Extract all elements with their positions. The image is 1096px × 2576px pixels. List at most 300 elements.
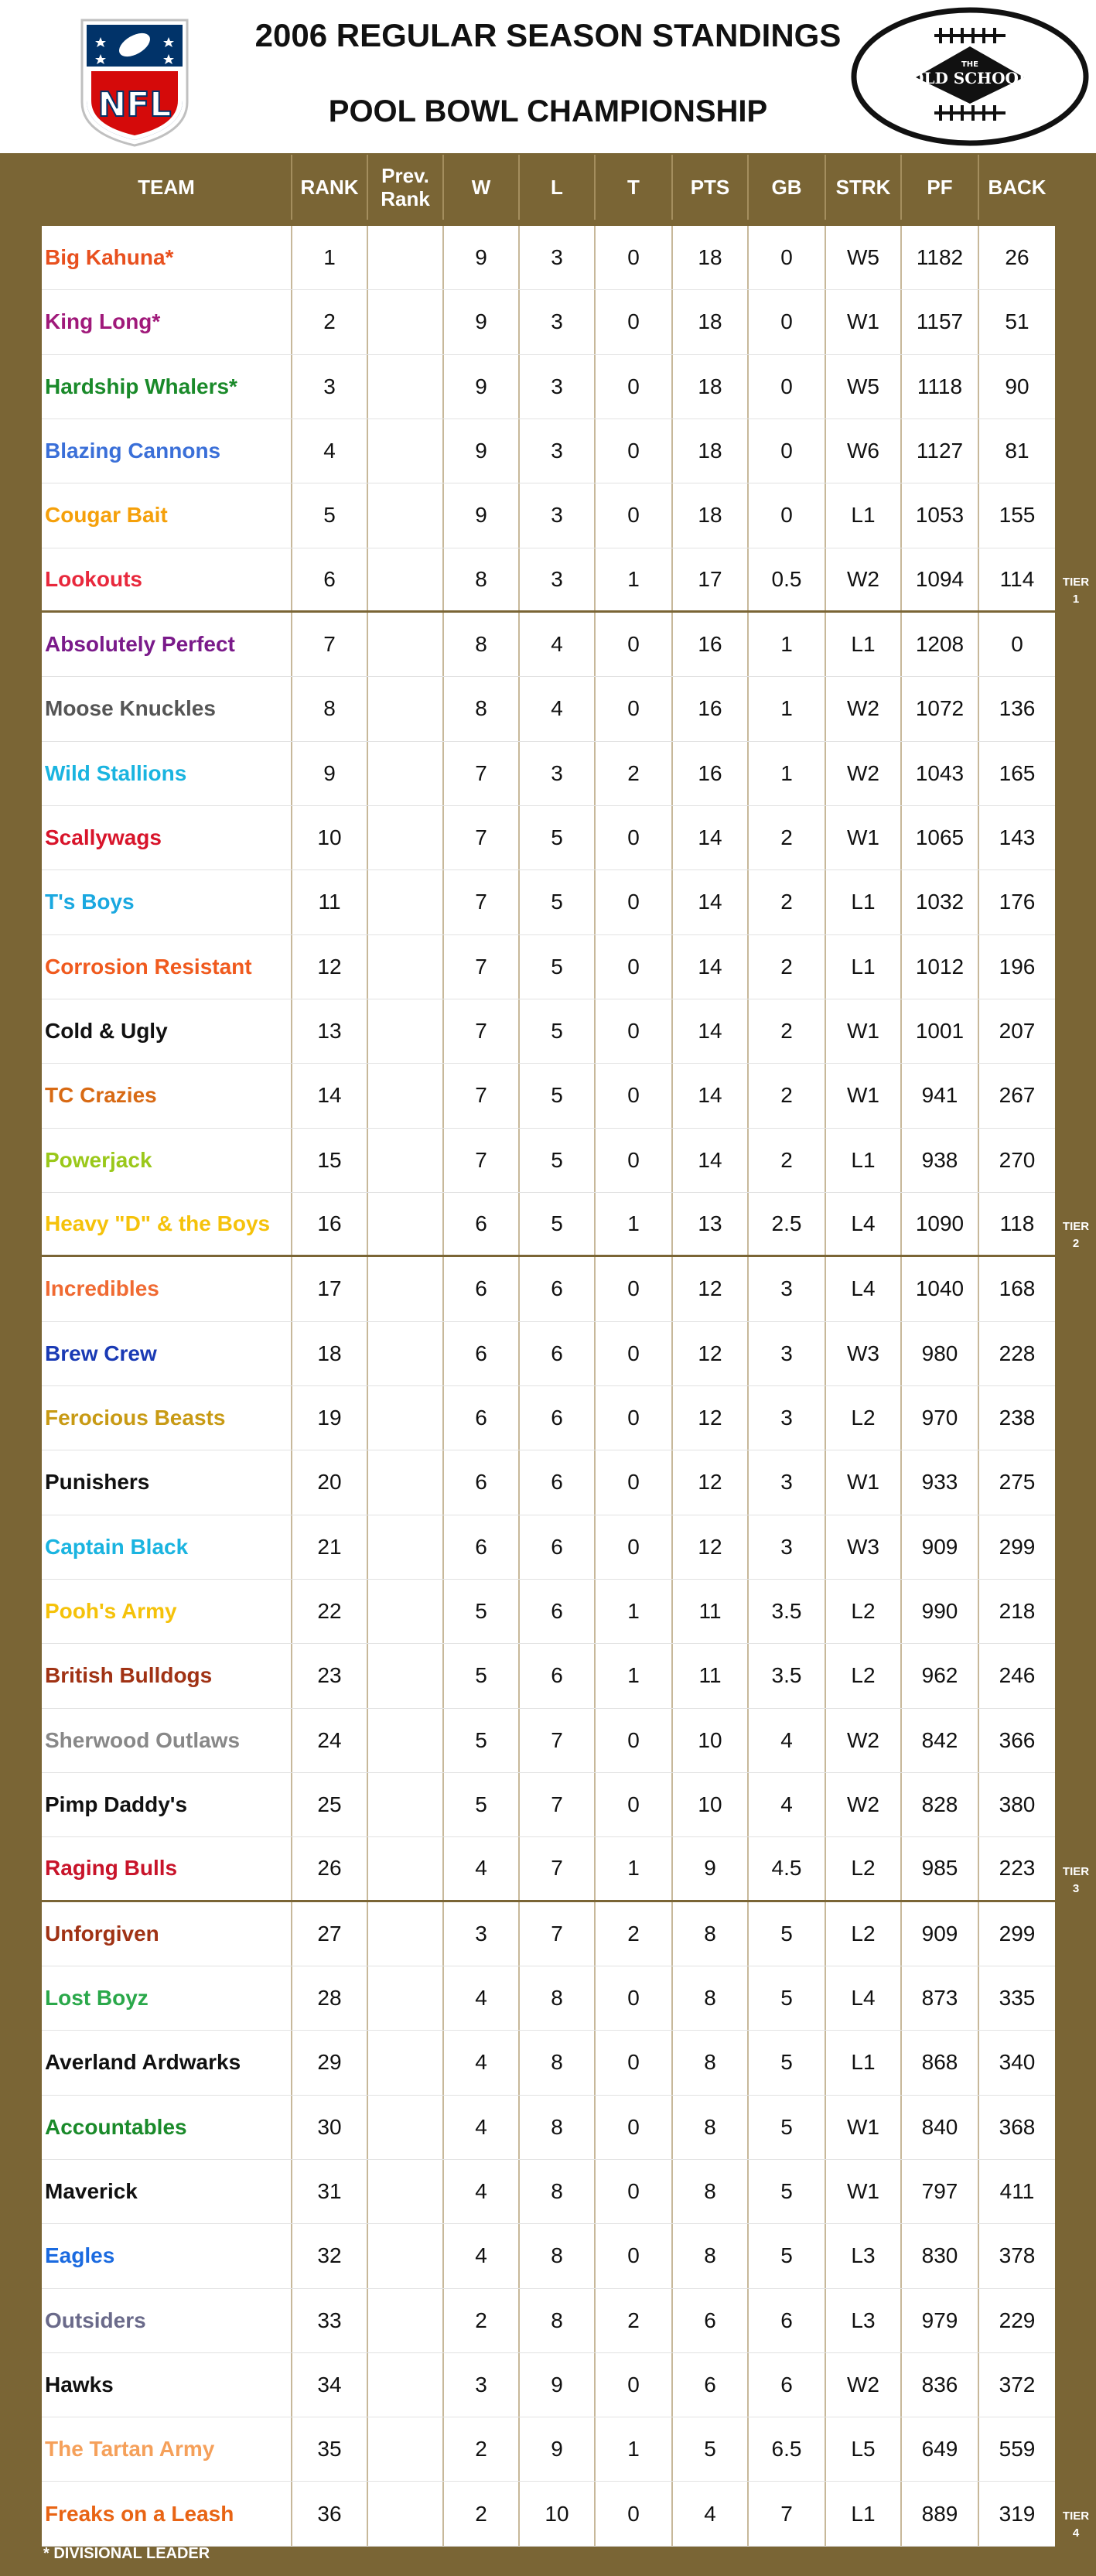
cell-wins: 9 xyxy=(442,290,518,354)
cell-rank: 23 xyxy=(291,1644,367,1707)
cell-points: 14 xyxy=(671,870,747,934)
cell-games-behind: 7 xyxy=(747,2482,825,2545)
cell-prev-rank xyxy=(367,2096,442,2159)
cell-games-behind: 3 xyxy=(747,1257,825,1320)
cell-points: 12 xyxy=(671,1386,747,1450)
standings-table xyxy=(42,226,1055,2547)
cell-wins: 6 xyxy=(442,1193,518,1255)
table-row xyxy=(42,1966,1055,2031)
cell-ties: 0 xyxy=(594,1386,671,1450)
cell-wins: 8 xyxy=(442,613,518,676)
cell-ties: 0 xyxy=(594,1257,671,1320)
cell-points-for: 873 xyxy=(900,1966,978,2030)
cell-games-behind: 0 xyxy=(747,226,825,289)
table-row xyxy=(42,1386,1055,1450)
cell-streak: W5 xyxy=(825,226,900,289)
cell-games-behind: 3.5 xyxy=(747,1580,825,1643)
cell-streak: W1 xyxy=(825,1064,900,1127)
cell-streak: W2 xyxy=(825,1773,900,1836)
cell-streak: L2 xyxy=(825,1644,900,1707)
table-row xyxy=(42,1450,1055,1515)
cell-games-behind: 0 xyxy=(747,290,825,354)
cell-ties: 0 xyxy=(594,1129,671,1192)
cell-points: 14 xyxy=(671,1064,747,1127)
cell-points-for: 979 xyxy=(900,2289,978,2352)
cell-prev-rank xyxy=(367,1193,442,1255)
cell-points-for: 980 xyxy=(900,1322,978,1385)
cell-wins: 7 xyxy=(442,1064,518,1127)
cell-back: 366 xyxy=(978,1709,1055,1772)
cell-streak: W2 xyxy=(825,548,900,610)
cell-games-behind: 0 xyxy=(747,419,825,483)
cell-games-behind: 3 xyxy=(747,1450,825,1514)
cell-prev-rank xyxy=(367,613,442,676)
cell-team: Scallywags xyxy=(45,825,162,850)
cell-wins: 4 xyxy=(442,1966,518,2030)
cell-team: Powerjack xyxy=(45,1147,152,1172)
cell-streak: L1 xyxy=(825,483,900,547)
cell-wins: 4 xyxy=(442,1837,518,1899)
cell-losses: 6 xyxy=(518,1322,594,1385)
table-row xyxy=(42,290,1055,354)
cell-points-for: 1032 xyxy=(900,870,978,934)
cell-rank: 1 xyxy=(291,226,367,289)
cell-points-for: 962 xyxy=(900,1644,978,1707)
cell-back: 26 xyxy=(978,226,1055,289)
cell-back: 218 xyxy=(978,1580,1055,1643)
cell-losses: 8 xyxy=(518,1966,594,2030)
old-school-main-text: OLD SCHOOL xyxy=(910,69,1029,87)
cell-ties: 0 xyxy=(594,999,671,1063)
cell-losses: 3 xyxy=(518,290,594,354)
cell-rank: 18 xyxy=(291,1322,367,1385)
cell-wins: 6 xyxy=(442,1515,518,1579)
cell-streak: W5 xyxy=(825,355,900,419)
tier-label-number: 2 xyxy=(1072,1237,1080,1251)
cell-back: 136 xyxy=(978,677,1055,740)
cell-points-for: 1157 xyxy=(900,290,978,354)
cell-wins: 7 xyxy=(442,999,518,1063)
cell-prev-rank xyxy=(367,806,442,869)
cell-streak: L2 xyxy=(825,1902,900,1966)
cell-streak: W2 xyxy=(825,742,900,805)
table-row xyxy=(42,870,1055,934)
cell-ties: 1 xyxy=(594,1644,671,1707)
cell-back: 246 xyxy=(978,1644,1055,1707)
cell-back: 319 xyxy=(978,2482,1055,2545)
tier-label xyxy=(1057,1864,1095,1898)
cell-points-for: 909 xyxy=(900,1515,978,1579)
cell-games-behind: 6 xyxy=(747,2353,825,2417)
cell-points-for: 970 xyxy=(900,1386,978,1450)
cell-back: 411 xyxy=(978,2160,1055,2223)
cell-prev-rank xyxy=(367,1386,442,1450)
cell-points-for: 868 xyxy=(900,2031,978,2094)
cell-streak: L1 xyxy=(825,1129,900,1192)
cell-back: 372 xyxy=(978,2353,1055,2417)
cell-points: 10 xyxy=(671,1709,747,1772)
footnote: * DIVISIONAL LEADER xyxy=(43,2545,210,2562)
cell-rank: 26 xyxy=(291,1837,367,1899)
cell-ties: 1 xyxy=(594,1580,671,1643)
cell-wins: 6 xyxy=(442,1386,518,1450)
cell-rank: 4 xyxy=(291,419,367,483)
cell-losses: 6 xyxy=(518,1580,594,1643)
cell-ties: 0 xyxy=(594,1450,671,1514)
cell-ties: 0 xyxy=(594,355,671,419)
table-row xyxy=(42,613,1055,677)
cell-rank: 29 xyxy=(291,2031,367,2094)
cell-streak: L3 xyxy=(825,2224,900,2287)
cell-wins: 7 xyxy=(442,1129,518,1192)
cell-games-behind: 5 xyxy=(747,2031,825,2094)
cell-wins: 7 xyxy=(442,806,518,869)
cell-losses: 3 xyxy=(518,483,594,547)
cell-games-behind: 4.5 xyxy=(747,1837,825,1899)
cell-games-behind: 3.5 xyxy=(747,1644,825,1707)
cell-rank: 33 xyxy=(291,2289,367,2352)
cell-wins: 3 xyxy=(442,2353,518,2417)
cell-ties: 0 xyxy=(594,1773,671,1836)
cell-back: 275 xyxy=(978,1450,1055,1514)
cell-games-behind: 5 xyxy=(747,1902,825,1966)
cell-back: 299 xyxy=(978,1515,1055,1579)
cell-team: Ferocious Beasts xyxy=(45,1406,226,1430)
cell-back: 51 xyxy=(978,290,1055,354)
cell-streak: W1 xyxy=(825,806,900,869)
cell-prev-rank xyxy=(367,1257,442,1320)
cell-back: 90 xyxy=(978,355,1055,419)
cell-team: Incredibles xyxy=(45,1276,159,1301)
cell-back: 238 xyxy=(978,1386,1055,1450)
cell-team: Corrosion Resistant xyxy=(45,954,252,979)
cell-team: Eagles xyxy=(45,2243,115,2268)
tier-label-word: TIER xyxy=(1062,1220,1090,1234)
cell-wins: 7 xyxy=(442,935,518,999)
cell-games-behind: 4 xyxy=(747,1709,825,1772)
cell-streak: L1 xyxy=(825,2482,900,2545)
cell-points-for: 830 xyxy=(900,2224,978,2287)
cell-wins: 9 xyxy=(442,226,518,289)
cell-losses: 8 xyxy=(518,2160,594,2223)
cell-games-behind: 5 xyxy=(747,2160,825,2223)
cell-points: 8 xyxy=(671,2160,747,2223)
cell-team: The Tartan Army xyxy=(45,2437,215,2462)
cell-streak: L4 xyxy=(825,1257,900,1320)
cell-ties: 2 xyxy=(594,2289,671,2352)
cell-ties: 0 xyxy=(594,226,671,289)
cell-streak: W1 xyxy=(825,2160,900,2223)
cell-streak: L2 xyxy=(825,1580,900,1643)
table-row xyxy=(42,1644,1055,1708)
cell-back: 368 xyxy=(978,2096,1055,2159)
cell-points-for: 797 xyxy=(900,2160,978,2223)
cell-points-for: 1090 xyxy=(900,1193,978,1255)
cell-games-behind: 6 xyxy=(747,2289,825,2352)
cell-losses: 5 xyxy=(518,806,594,869)
cell-points: 13 xyxy=(671,1193,747,1255)
cell-losses: 6 xyxy=(518,1257,594,1320)
cell-rank: 9 xyxy=(291,742,367,805)
cell-points-for: 1001 xyxy=(900,999,978,1063)
cell-back: 299 xyxy=(978,1902,1055,1966)
cell-losses: 3 xyxy=(518,226,594,289)
cell-points-for: 1012 xyxy=(900,935,978,999)
cell-losses: 5 xyxy=(518,999,594,1063)
cell-losses: 6 xyxy=(518,1450,594,1514)
column-header-points: PTS xyxy=(671,155,747,220)
cell-points: 5 xyxy=(671,2417,747,2481)
table-row xyxy=(42,1257,1055,1321)
cell-losses: 5 xyxy=(518,1064,594,1127)
cell-losses: 3 xyxy=(518,355,594,419)
cell-ties: 0 xyxy=(594,2096,671,2159)
cell-losses: 5 xyxy=(518,1193,594,1255)
cell-wins: 9 xyxy=(442,355,518,419)
cell-wins: 9 xyxy=(442,419,518,483)
cell-games-behind: 3 xyxy=(747,1322,825,1385)
cell-rank: 5 xyxy=(291,483,367,547)
cell-prev-rank xyxy=(367,1515,442,1579)
cell-points: 11 xyxy=(671,1644,747,1707)
cell-points-for: 1127 xyxy=(900,419,978,483)
cell-wins: 2 xyxy=(442,2482,518,2545)
cell-losses: 8 xyxy=(518,2096,594,2159)
tier-label-number: 1 xyxy=(1072,592,1080,606)
table-row xyxy=(42,2031,1055,2095)
cell-points: 11 xyxy=(671,1580,747,1643)
cell-rank: 34 xyxy=(291,2353,367,2417)
table-row xyxy=(42,2096,1055,2160)
table-row xyxy=(42,419,1055,483)
cell-back: 143 xyxy=(978,806,1055,869)
cell-points: 18 xyxy=(671,226,747,289)
cell-points: 10 xyxy=(671,1773,747,1836)
cell-team: Accountables xyxy=(45,2114,187,2139)
cell-ties: 0 xyxy=(594,870,671,934)
cell-streak: L1 xyxy=(825,870,900,934)
cell-streak: L1 xyxy=(825,2031,900,2094)
cell-losses: 5 xyxy=(518,870,594,934)
cell-games-behind: 3 xyxy=(747,1386,825,1450)
cell-ties: 1 xyxy=(594,2417,671,2481)
cell-prev-rank xyxy=(367,870,442,934)
cell-ties: 0 xyxy=(594,613,671,676)
cell-rank: 21 xyxy=(291,1515,367,1579)
cell-losses: 3 xyxy=(518,742,594,805)
table-row xyxy=(42,2289,1055,2353)
cell-ties: 2 xyxy=(594,742,671,805)
cell-rank: 14 xyxy=(291,1064,367,1127)
cell-ties: 0 xyxy=(594,1515,671,1579)
cell-points: 16 xyxy=(671,677,747,740)
column-header-wins: W xyxy=(442,155,518,220)
cell-games-behind: 5 xyxy=(747,1966,825,2030)
table-row xyxy=(42,2160,1055,2224)
cell-team: Heavy "D" & the Boys xyxy=(45,1211,271,1236)
cell-rank: 36 xyxy=(291,2482,367,2545)
column-header-back: BACK xyxy=(978,155,1055,220)
cell-rank: 22 xyxy=(291,1580,367,1643)
cell-ties: 0 xyxy=(594,1966,671,2030)
cell-points-for: 1118 xyxy=(900,355,978,419)
cell-streak: W2 xyxy=(825,1709,900,1772)
old-school-football-icon xyxy=(849,5,1091,149)
cell-back: 176 xyxy=(978,870,1055,934)
cell-prev-rank xyxy=(367,548,442,610)
cell-rank: 15 xyxy=(291,1129,367,1192)
cell-games-behind: 2 xyxy=(747,806,825,869)
cell-points: 9 xyxy=(671,1837,747,1899)
table-row xyxy=(42,2482,1055,2546)
cell-points: 18 xyxy=(671,483,747,547)
cell-prev-rank xyxy=(367,1064,442,1127)
table-row xyxy=(42,742,1055,806)
tier-label-word: TIER xyxy=(1062,575,1090,589)
cell-rank: 7 xyxy=(291,613,367,676)
cell-losses: 9 xyxy=(518,2353,594,2417)
cell-points: 16 xyxy=(671,742,747,805)
cell-wins: 4 xyxy=(442,2096,518,2159)
cell-back: 114 xyxy=(978,548,1055,610)
cell-team: Blazing Cannons xyxy=(45,439,221,463)
cell-prev-rank xyxy=(367,2417,442,2481)
tier-label-word: TIER xyxy=(1062,2509,1090,2523)
cell-prev-rank xyxy=(367,419,442,483)
cell-streak: L3 xyxy=(825,2289,900,2352)
cell-points-for: 1072 xyxy=(900,677,978,740)
cell-points-for: 909 xyxy=(900,1902,978,1966)
cell-back: 229 xyxy=(978,2289,1055,2352)
column-header-losses: L xyxy=(518,155,594,220)
cell-streak: L1 xyxy=(825,935,900,999)
cell-rank: 11 xyxy=(291,870,367,934)
cell-losses: 5 xyxy=(518,935,594,999)
cell-prev-rank xyxy=(367,1902,442,1966)
cell-rank: 24 xyxy=(291,1709,367,1772)
cell-prev-rank xyxy=(367,2482,442,2545)
cell-losses: 4 xyxy=(518,613,594,676)
cell-points: 18 xyxy=(671,290,747,354)
cell-prev-rank xyxy=(367,2031,442,2094)
cell-prev-rank xyxy=(367,226,442,289)
cell-rank: 35 xyxy=(291,2417,367,2481)
cell-points: 8 xyxy=(671,2224,747,2287)
cell-losses: 6 xyxy=(518,1515,594,1579)
cell-points-for: 840 xyxy=(900,2096,978,2159)
cell-ties: 0 xyxy=(594,2160,671,2223)
cell-streak: L2 xyxy=(825,1837,900,1899)
column-header-team: TEAM xyxy=(138,176,195,199)
cell-wins: 6 xyxy=(442,1257,518,1320)
cell-losses: 7 xyxy=(518,1837,594,1899)
cell-team: Moose Knuckles xyxy=(45,696,216,721)
cell-points: 8 xyxy=(671,2096,747,2159)
cell-points-for: 1208 xyxy=(900,613,978,676)
cell-wins: 2 xyxy=(442,2417,518,2481)
cell-rank: 6 xyxy=(291,548,367,610)
cell-streak: W2 xyxy=(825,677,900,740)
cell-games-behind: 1 xyxy=(747,613,825,676)
cell-ties: 1 xyxy=(594,1193,671,1255)
cell-prev-rank xyxy=(367,2353,442,2417)
cell-ties: 0 xyxy=(594,677,671,740)
cell-points-for: 985 xyxy=(900,1837,978,1899)
cell-points: 6 xyxy=(671,2289,747,2352)
cell-team: Maverick xyxy=(45,2179,138,2203)
table-row xyxy=(42,2417,1055,2482)
cell-games-behind: 2 xyxy=(747,999,825,1063)
cell-wins: 2 xyxy=(442,2289,518,2352)
cell-back: 165 xyxy=(978,742,1055,805)
cell-points: 12 xyxy=(671,1450,747,1514)
table-row xyxy=(42,1709,1055,1773)
cell-points: 6 xyxy=(671,2353,747,2417)
table-row xyxy=(42,1193,1055,1257)
table-row xyxy=(42,1064,1055,1128)
cell-games-behind: 2.5 xyxy=(747,1193,825,1255)
cell-points: 16 xyxy=(671,613,747,676)
cell-ties: 0 xyxy=(594,2224,671,2287)
cell-back: 223 xyxy=(978,1837,1055,1899)
cell-points: 14 xyxy=(671,935,747,999)
cell-rank: 19 xyxy=(291,1386,367,1450)
cell-team: Brew Crew xyxy=(45,1341,157,1365)
cell-losses: 7 xyxy=(518,1902,594,1966)
cell-ties: 0 xyxy=(594,419,671,483)
cell-prev-rank xyxy=(367,999,442,1063)
table-row xyxy=(42,999,1055,1064)
cell-team: TC Crazies xyxy=(45,1083,157,1108)
table-row xyxy=(42,483,1055,548)
table-row xyxy=(42,1515,1055,1580)
cell-points: 12 xyxy=(671,1257,747,1320)
cell-streak: L4 xyxy=(825,1193,900,1255)
cell-back: 0 xyxy=(978,613,1055,676)
cell-points-for: 1043 xyxy=(900,742,978,805)
cell-games-behind: 2 xyxy=(747,1129,825,1192)
cell-wins: 7 xyxy=(442,870,518,934)
cell-prev-rank xyxy=(367,677,442,740)
cell-points-for: 938 xyxy=(900,1129,978,1192)
cell-rank: 13 xyxy=(291,999,367,1063)
cell-games-behind: 1 xyxy=(747,742,825,805)
cell-ties: 0 xyxy=(594,2482,671,2545)
cell-wins: 8 xyxy=(442,548,518,610)
cell-back: 378 xyxy=(978,2224,1055,2287)
cell-streak: L2 xyxy=(825,1386,900,1450)
cell-back: 335 xyxy=(978,1966,1055,2030)
cell-prev-rank xyxy=(367,1129,442,1192)
cell-points: 17 xyxy=(671,548,747,610)
cell-streak: W1 xyxy=(825,1450,900,1514)
cell-points-for: 933 xyxy=(900,1450,978,1514)
cell-prev-rank xyxy=(367,1773,442,1836)
tier-label xyxy=(1057,2508,1095,2542)
cell-team: Hardship Whalers* xyxy=(45,374,237,398)
table-row xyxy=(42,677,1055,741)
cell-streak: W6 xyxy=(825,419,900,483)
cell-games-behind: 1 xyxy=(747,677,825,740)
cell-games-behind: 2 xyxy=(747,935,825,999)
cell-rank: 31 xyxy=(291,2160,367,2223)
cell-ties: 0 xyxy=(594,290,671,354)
cell-ties: 0 xyxy=(594,1709,671,1772)
cell-points: 12 xyxy=(671,1322,747,1385)
cell-back: 559 xyxy=(978,2417,1055,2481)
cell-prev-rank xyxy=(367,1709,442,1772)
cell-prev-rank xyxy=(367,2289,442,2352)
